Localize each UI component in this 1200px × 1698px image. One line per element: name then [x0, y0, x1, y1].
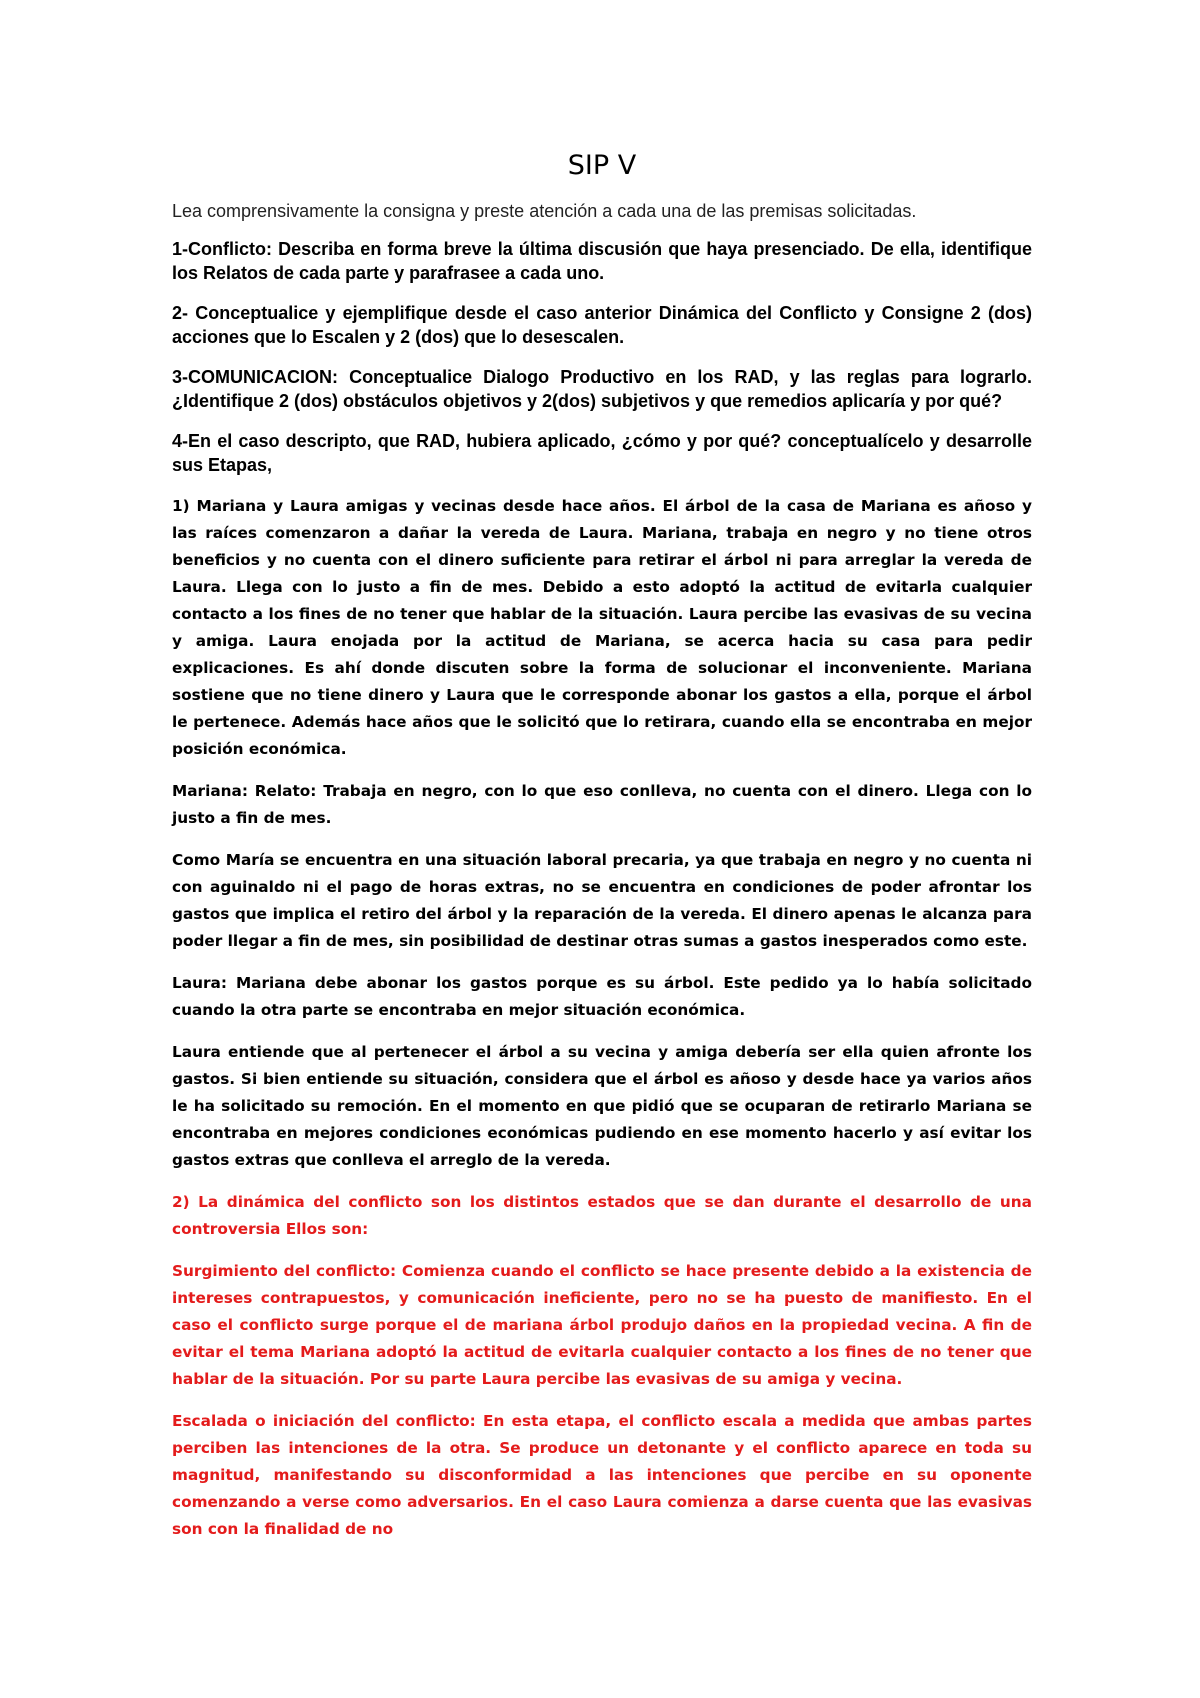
question-1: 1-Conflicto: Describa en forma breve la última discusión que haya presenciado. De ella, identifique los Relatos de cada parte y parafrasee a cada uno.: [172, 239, 1032, 283]
answer-2-surgimiento: Surgimiento del conflicto: Comienza cuando el conflicto se hace presente debido a la existencia de intereses contrapuestos, y comunicación ineficiente, pero no se ha puesto de manifiesto. En el caso el conflicto surge porque el de mariana árbol produjo daños en la propiedad vecina. A fin de evitar el tema Mariana adoptó la actitud de evitarla cualquier contacto a los fines de no tener que hablar de la situación. Por su parte Laura percibe las evasivas de su amiga y vecina.: [172, 1262, 1032, 1388]
mariana-relato: Mariana: Relato: Trabaja en negro, con lo que eso conlleva, no cuenta con el dinero. Llega con lo justo a fin de mes.: [172, 782, 1032, 827]
question-3: 3-COMUNICACION: Conceptualice Dialogo Productivo en los RAD, y las reglas para lograrlo. ¿Identifique 2 (dos) obstáculos objetivos y 2(dos) subjetivos y que remedios aplicaría y por qué?: [172, 367, 1032, 411]
instructions-paragraph: Lea comprensivamente la consigna y preste atención a cada una de las premisas solicitadas.: [172, 201, 917, 221]
answer-2-escalada: Escalada o iniciación del conflicto: En esta etapa, el conflicto escala a medida que ambas partes perciben las intenciones de la otra. Se produce un detonante y el conflicto aparece en toda su magnitud, manifestando su disconformidad a las intenciones que percibe en su oponente comenzando a verse como adversarios. En el caso Laura comienza a darse cuenta que las evasivas son con la finalidad de no: [172, 1412, 1032, 1538]
document-content: [172, 150, 1032, 1558]
mariana-paraphrase: Como María se encuentra en una situación laboral precaria, ya que trabaja en negro y no cuenta ni con aguinaldo ni el pago de horas extras, no se encuentra en condiciones de poder afrontar los gastos que implica el retiro del árbol y la reparación de la vereda. El dinero apenas le alcanza para poder llegar a fin de mes, sin posibilidad de destinar otras sumas a gastos inesperados como este.: [172, 851, 1032, 950]
laura-paraphrase: Laura entiende que al pertenecer el árbol a su vecina y amiga debería ser ella quien afronte los gastos. Si bien entiende su situación, considera que el árbol es añoso y desde hace ya varios años le ha solicitado su remoción. En el momento en que pidió que se ocuparan de retirarlo Mariana se encontraba en mejores condiciones económicas pudiendo en ese momento hacerlo y así evitar los gastos extras que conlleva el arreglo de la vereda.: [172, 1043, 1032, 1169]
question-2: 2- Conceptualice y ejemplifique desde el caso anterior Dinámica del Conflicto y Consigne 2 (dos) acciones que lo Escalen y 2 (dos) que lo desescalen.: [172, 303, 1032, 347]
document-title: SIP V: [567, 150, 637, 181]
laura-relato: Laura: Mariana debe abonar los gastos porque es su árbol. Este pedido ya lo había solicitado cuando la otra parte se encontraba en mejor situación económica.: [172, 974, 1032, 1019]
question-4: 4-En el caso descripto, que RAD, hubiera aplicado, ¿cómo y por qué? conceptualícelo y desarrolle sus Etapas,: [172, 431, 1032, 475]
answer-1-case: 1) Mariana y Laura amigas y vecinas desde hace años. El árbol de la casa de Mariana es añoso y las raíces comenzaron a dañar la vereda de Laura. Mariana, trabaja en negro y no tiene otros beneficios y no cuenta con el dinero suficiente para retirar el árbol ni para arreglar la vereda de Laura. Llega con lo justo a fin de mes. Debido a esto adoptó la actitud de evitarla cualquier contacto a los fines de no tener que hablar de la situación. Laura percibe las evasivas de su vecina y amiga. Laura enojada por la actitud de Mariana, se acerca hacia su casa para pedir explicaciones. Es ahí donde discuten sobre la forma de solucionar el inconveniente. Mariana sostiene que no tiene dinero y Laura que le corresponde abonar los gastos a ella, porque el árbol le pertenece. Además hace años que le solicitó que lo retirara, cuando ella se encontraba en mejor posición económica.: [172, 497, 1032, 758]
answer-2-intro: 2) La dinámica del conflicto son los distintos estados que se dan durante el desarrollo de una controversia Ellos son:: [172, 1193, 1032, 1238]
